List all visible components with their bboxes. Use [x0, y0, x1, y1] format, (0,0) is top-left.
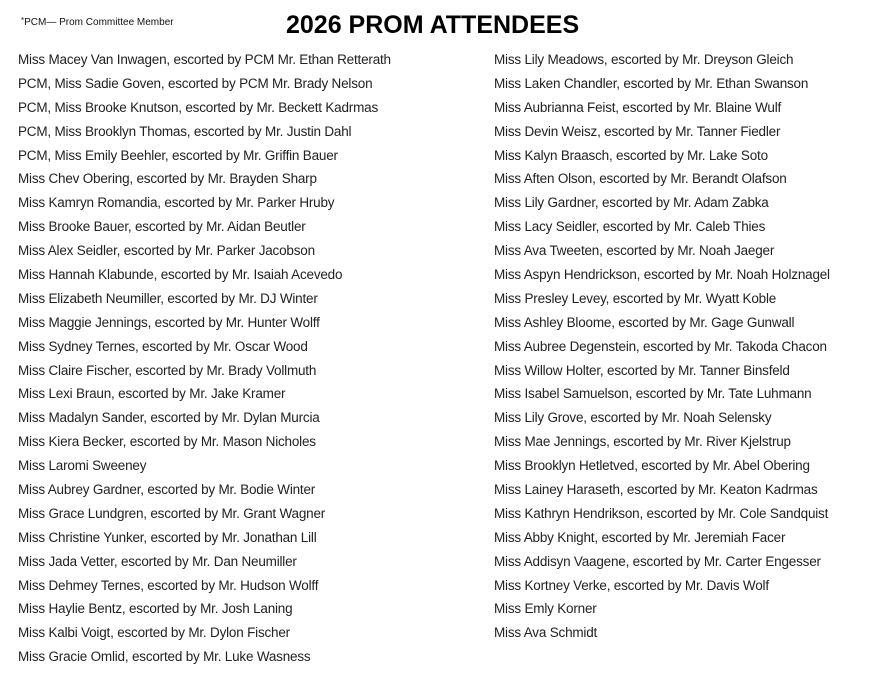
attendee-entry: Miss Elizabeth Neumiller, escorted by Mr. DJ Winter — [18, 290, 318, 306]
attendee-entry: Miss Kortney Verke, escorted by Mr. Davis Wolf — [494, 577, 769, 593]
attendee-entry: Miss Aften Olson, escorted by Mr. Berandt Olafson — [494, 171, 787, 187]
page-title: 2026 PROM ATTENDEES — [286, 11, 580, 39]
attendee-entry: Miss Brooke Bauer, escorted by Mr. Aidan Beutler — [18, 219, 306, 235]
attendee-entry: Miss Addisyn Vaagene, escorted by Mr. Carter Engesser — [494, 553, 821, 569]
attendee-entry: Miss Kalbi Voigt, escorted by Mr. Dylon Fischer — [18, 625, 290, 641]
legend-text: PCM— Prom Committee Member — [24, 17, 174, 28]
attendee-entry: Miss Lexi Braun, escorted by Mr. Jake Kramer — [18, 386, 286, 402]
attendee-entry: Miss Macey Van Inwagen, escorted by PCM Mr. Ethan Retterath — [18, 52, 391, 67]
attendee-entry: PCM, Miss Brooke Knutson, escorted by Mr. Beckett Kadrmas — [18, 99, 378, 115]
attendee-entry: Miss Aspyn Hendrickson, escorted by Mr. Noah Holznagel — [494, 267, 830, 283]
attendee-list-right — [494, 48, 874, 645]
attendee-entry: Miss Kalyn Braasch, escorted by Mr. Lake Soto — [494, 147, 768, 163]
attendee-list-left — [18, 48, 468, 669]
attendee-entry: Miss Laken Chandler, escorted by Mr. Ethan Swanson — [494, 75, 809, 91]
attendee-entry: Miss Aubree Degenstein, escorted by Mr. Takoda Chacon — [494, 338, 827, 354]
attendee-entry: Miss Madalyn Sander, escorted by Mr. Dylan Murcia — [18, 410, 320, 426]
attendee-entry: PCM, Miss Emily Beehler, escorted by Mr. Griffin Bauer — [18, 147, 338, 163]
asterisk-mark: * — [21, 16, 25, 25]
attendee-entry: Miss Isabel Samuelson, escorted by Mr. Tate Luhmann — [494, 386, 812, 402]
attendee-entry: Miss Kathryn Hendrikson, escorted by Mr. Cole Sandquist — [494, 505, 829, 521]
attendee-entry: Miss Devin Weisz, escorted by Mr. Tanner Fiedler — [494, 123, 781, 139]
attendee-entry: Miss Claire Fischer, escorted by Mr. Brady Vollmuth — [18, 362, 317, 378]
attendee-entry: Miss Willow Holter, escorted by Mr. Tanner Binsfeld — [494, 362, 790, 378]
attendee-entry: Miss Chev Obering, escorted by Mr. Brayden Sharp — [18, 171, 317, 187]
attendee-entry: Miss Lily Meadows, escorted by Mr. Dreyson Gleich — [494, 52, 794, 67]
attendee-entry: Miss Hannah Klabunde, escorted by Mr. Isaiah Acevedo — [18, 267, 343, 283]
attendee-entry: Miss Alex Seidler, escorted by Mr. Parker Jacobson — [18, 243, 315, 259]
attendee-entry: Miss Lacy Seidler, escorted by Mr. Caleb Thies — [494, 219, 766, 235]
attendee-entry: PCM, Miss Brooklyn Thomas, escorted by Mr. Justin Dahl — [18, 123, 352, 139]
attendee-entry: Miss Brooklyn Hetletved, escorted by Mr. Abel Obering — [494, 458, 810, 474]
attendee-entry: Miss Ashley Bloome, escorted by Mr. Gage Gunwall — [494, 314, 795, 330]
attendee-entry: Miss Presley Levey, escorted by Mr. Wyatt Koble — [494, 290, 777, 306]
attendee-entry: Miss Kamryn Romandia, escorted by Mr. Parker Hruby — [18, 195, 335, 211]
attendee-entry: Miss Kiera Becker, escorted by Mr. Mason Nicholes — [18, 434, 316, 450]
attendee-entry: Miss Christine Yunker, escorted by Mr. Jonathan Lill — [18, 529, 317, 545]
attendee-entry: Miss Lily Gardner, escorted by Mr. Adam Zabka — [494, 195, 769, 211]
attendee-entry: Miss Lily Grove, escorted by Mr. Noah Selensky — [494, 410, 772, 426]
attendee-entry: Miss Ava Schmidt — [494, 625, 598, 641]
attendee-entry: Miss Emly Korner — [494, 601, 597, 617]
attendee-entry: Miss Grace Lundgren, escorted by Mr. Grant Wagner — [18, 505, 326, 521]
attendee-entry: Miss Aubrey Gardner, escorted by Mr. Bodie Winter — [18, 482, 316, 498]
attendee-entry: Miss Dehmey Ternes, escorted by Mr. Hudson Wolff — [18, 577, 319, 593]
attendee-entry: Miss Jada Vetter, escorted by Mr. Dan Neumiller — [18, 553, 297, 569]
attendee-entry: PCM, Miss Sadie Goven, escorted by PCM Mr. Brady Nelson — [18, 75, 373, 91]
attendee-entry: Miss Ava Tweeten, escorted by Mr. Noah Jaeger — [494, 243, 775, 259]
attendee-entry: Miss Maggie Jennings, escorted by Mr. Hunter Wolff — [18, 314, 320, 330]
attendee-entry: Miss Aubrianna Feist, escorted by Mr. Blaine Wulf — [494, 99, 782, 115]
attendee-entry: Miss Sydney Ternes, escorted by Mr. Oscar Wood — [18, 338, 308, 354]
attendee-entry: Miss Laromi Sweeney — [18, 458, 147, 474]
attendee-entry: Miss Lainey Haraseth, escorted by Mr. Keaton Kadrmas — [494, 482, 818, 498]
attendee-entry: Miss Abby Knight, escorted by Mr. Jeremiah Facer — [494, 529, 786, 545]
attendee-entry: Miss Mae Jennings, escorted by Mr. River Kjelstrup — [494, 434, 791, 450]
attendee-entry: Miss Gracie Omlid, escorted by Mr. Luke Wasness — [18, 649, 311, 665]
pcm-legend-note — [21, 16, 174, 28]
attendee-entry: Miss Haylie Bentz, escorted by Mr. Josh Laning — [18, 601, 293, 617]
